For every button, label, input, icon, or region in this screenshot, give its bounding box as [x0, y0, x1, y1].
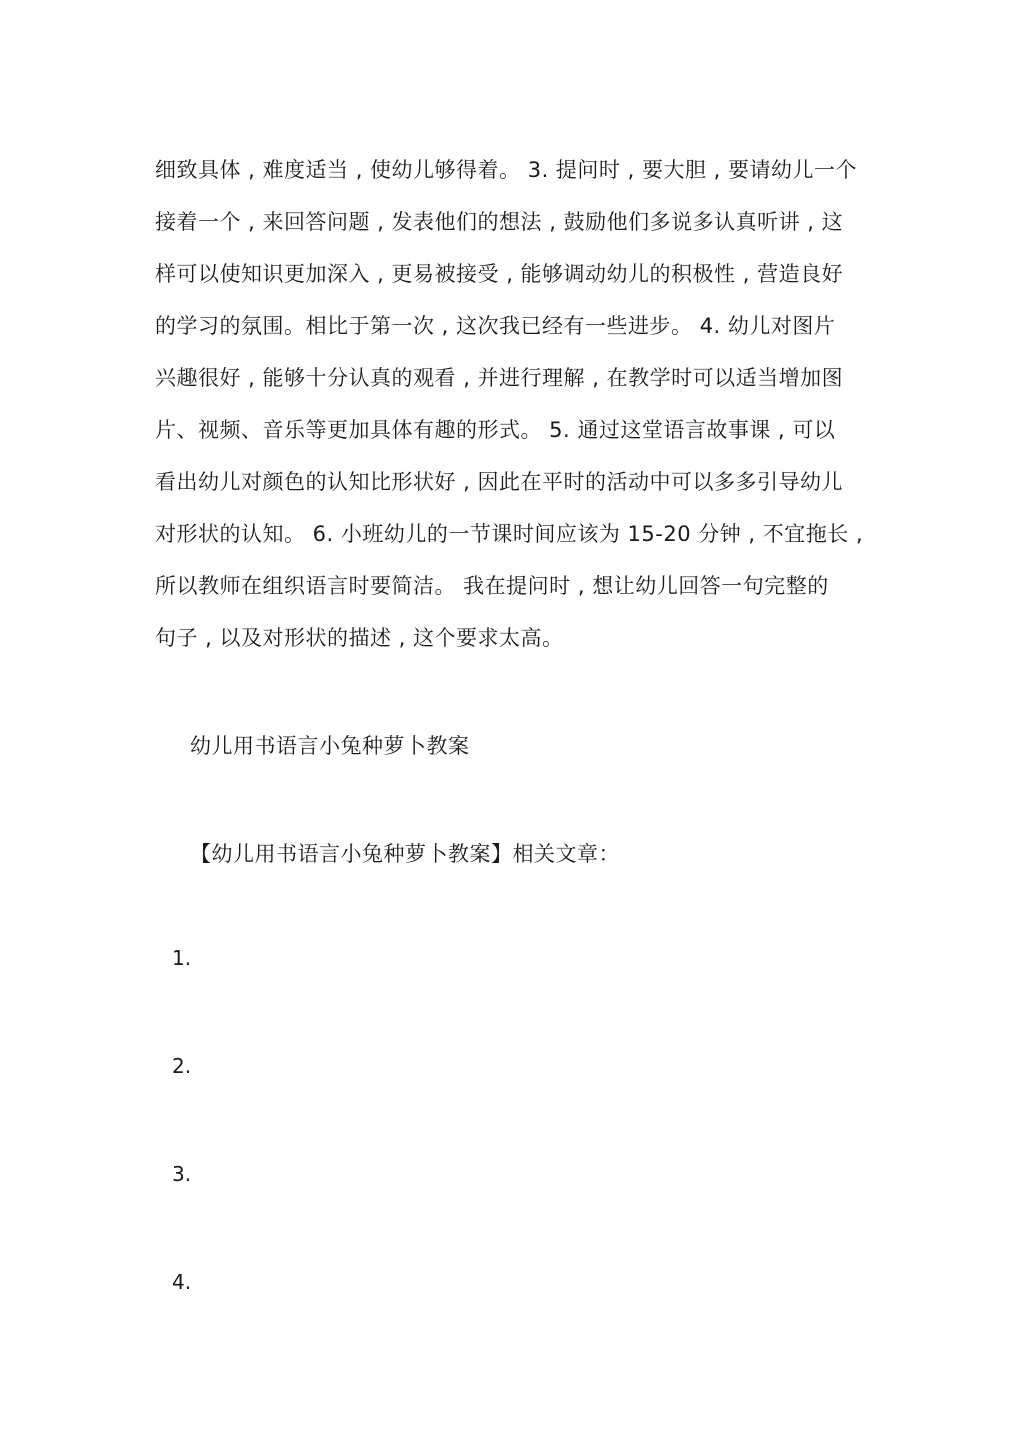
paragraph-line: 样可以使知识更加深入 , 更易被接受 , 能够调动幼儿的积极性 , 营造良好 — [155, 262, 844, 286]
paragraph-line: 接着一个 , 来回答问题 , 发表他们的想法 , 鼓励他们多说多认真听讲 , 这 — [155, 210, 844, 234]
related-article-item: 1. — [172, 946, 192, 970]
paragraph-line: 的学习的氛围。相比于第一次 , 这次我已经有一些进步。 4. 幼儿对图片 — [155, 314, 836, 338]
paragraph-line: 对形状的认知。 6. 小班幼儿的一节课时间应该为 15-20 分钟 , 不宜拖长 , — [155, 522, 864, 546]
related-articles-list — [172, 938, 191, 1370]
related-article-item: 2. — [172, 1054, 192, 1078]
paragraph-line: 句子 , 以及对形状的描述 , 这个要求太高。 — [155, 626, 564, 650]
paragraph-line: 看出幼儿对颜色的认知比形状好 , 因此在平时的活动中可以多多引导幼儿 — [155, 470, 844, 494]
paragraph-line: 细致具体 , 难度适当 , 使幼儿够得着。 3. 提问时 , 要大胆 , 要请幼儿一个 — [155, 158, 857, 182]
related-articles-heading: 【幼儿用书语言小兔种萝卜教案】相关文章： — [190, 842, 620, 866]
paragraph-line: 片、视频、音乐等更加具体有趣的形式。 5. 通过这堂语言故事课 , 可以 — [155, 418, 836, 442]
body-paragraph — [155, 148, 875, 668]
related-article-item: 3. — [172, 1162, 192, 1186]
paragraph-line: 所以教师在组织语言时要简洁。 我在提问时 , 想让幼儿回答一句完整的 — [155, 574, 829, 598]
document-title: 幼儿用书语言小兔种萝卜教案 — [190, 734, 470, 758]
related-article-item: 4. — [172, 1270, 192, 1294]
paragraph-line: 兴趣很好 , 能够十分认真的观看 , 并进行理解 , 在教学时可以适当增加图 — [155, 366, 844, 390]
